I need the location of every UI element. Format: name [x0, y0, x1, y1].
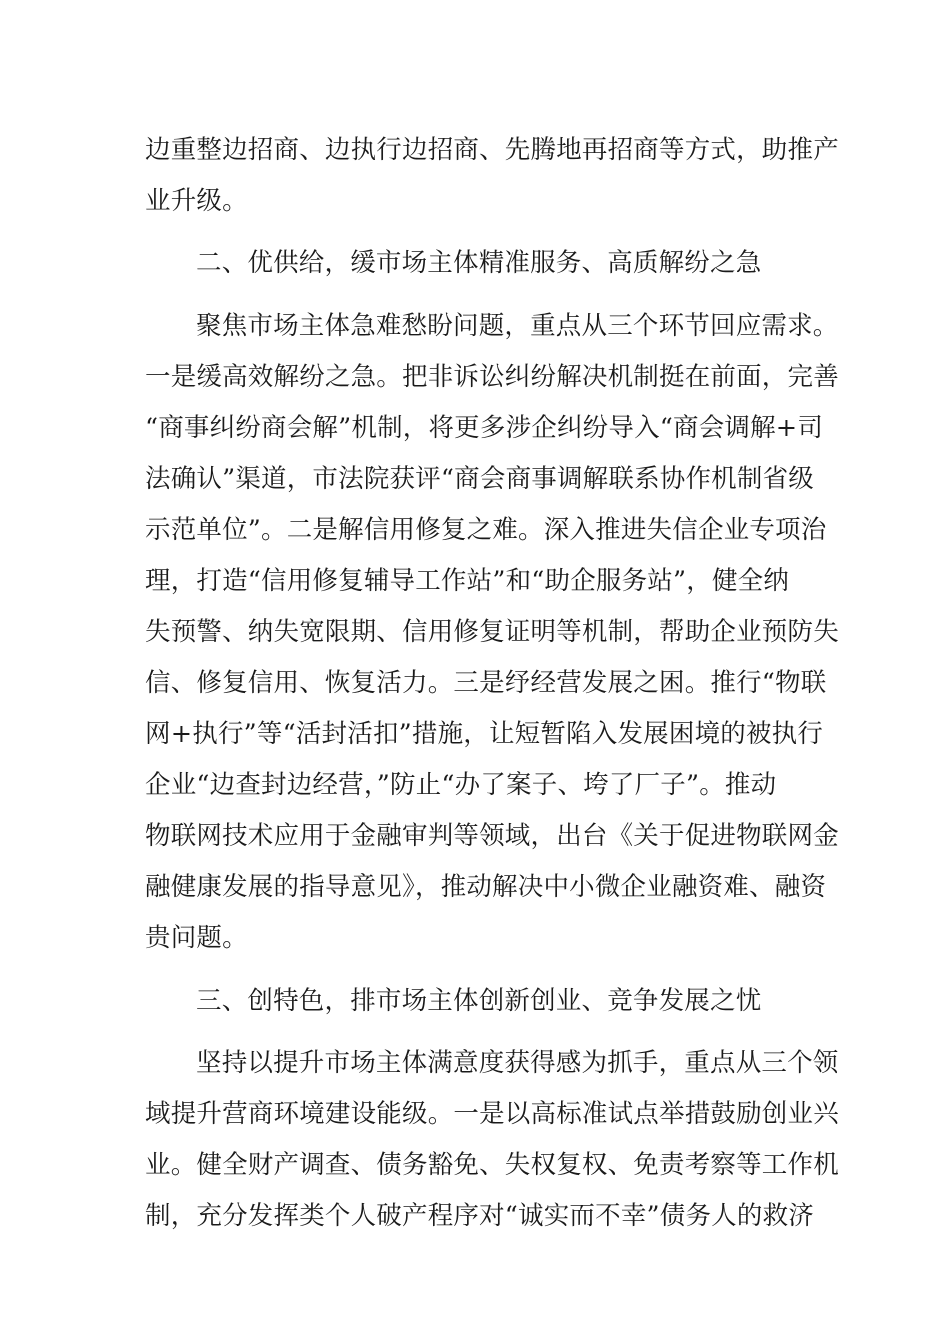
text-line: 一是缓高效解纷之急。把非诉讼纠纷解决机制挺在前面，完善 — [145, 362, 839, 392]
text-line: 失预警、纳失宽限期、信用修复证明等机制，帮助企业预防失 — [145, 617, 839, 647]
text-line: 业升级。 — [145, 186, 248, 216]
text-line: 物联网技术应用于金融审判等领域，出台《关于促进物联网金 — [145, 821, 839, 851]
text-line: 融健康发展的指导意见》，推动解决中小微企业融资难、融资 — [145, 872, 827, 902]
text-line: 业。健全财产调查、债务豁免、失权复权、免责考察等工作机 — [145, 1150, 839, 1180]
text-line: 信、修复信用、恢复活力。三是纾经营发展之困。推行“物联 — [145, 668, 827, 698]
text-line: 法确认”渠道，市法院获评“商会商事调解联系协作机制省级 — [145, 464, 814, 494]
text-line: 理，打造“信用修复辅导工作站”和“助企服务站”，健全纳 — [145, 566, 790, 596]
text-line: 企业“边查封边经营，”防止“办了案子、垮了厂子”。推动 — [145, 770, 777, 800]
text-line: 制，充分发挥类个人破产程序对“诚实而不幸”债务人的救济 — [145, 1201, 814, 1231]
text-line: 边重整边招商、边执行边招商、先腾地再招商等方式，助推产 — [145, 135, 839, 165]
text-line: 聚焦市场主体急难愁盼问题，重点从三个环节回应需求。 — [196, 311, 839, 341]
text-line: 网+执行”等“活封活扣”措施，让短暂陷入发展困境的被执行 — [145, 719, 824, 749]
section-heading: 三、创特色，排市场主体创新创业、竞争发展之忧 — [196, 986, 762, 1016]
text-line: “商事纠纷商会解”机制，将更多涉企纠纷导入“商会调解+司 — [145, 413, 824, 443]
text-line: 坚持以提升市场主体满意度获得感为抓手，重点从三个领 — [196, 1048, 839, 1078]
section-heading: 二、优供给，缓市场主体精准服务、高质解纷之急 — [196, 248, 762, 278]
text-line: 域提升营商环境建设能级。一是以高标准试点举措鼓励创业兴 — [145, 1099, 839, 1129]
text-line: 贵问题。 — [145, 923, 248, 953]
text-line: 示范单位”。二是解信用修复之难。深入推进失信企业专项治 — [145, 515, 827, 545]
